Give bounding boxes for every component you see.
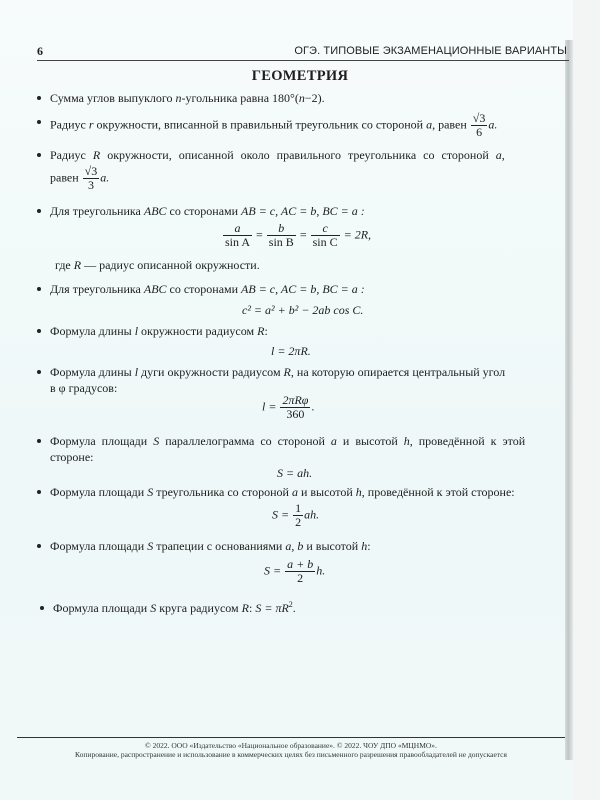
running-head: ОГЭ. ТИПОВЫЕ ЭКЗАМЕНАЦИОННЫЕ ВАРИАНТЫ — [294, 45, 567, 57]
bullet-icon — [37, 439, 41, 443]
bullet-icon — [37, 370, 41, 374]
bullet-icon — [37, 287, 41, 291]
list-item-law-of-sines: Для треугольника ABC со сторонами AB = c, AC = b, BC = a : — [37, 203, 557, 219]
arc-length-formula: l = $\frac{\text{2πRφ}}{360}$ . — [262, 393, 315, 421]
list-item-circle-area: Формула площади S круга радиусом R: $S = \pi R^2$. — [40, 600, 560, 616]
list-item-trapezoid-area: Формула площади S трапеции с основаниями a, b и высотой h: — [37, 538, 557, 554]
law-of-sines-formula: $\frac{a}{\text{sin A}}$ = $\frac{b}{\text{sin B}}$ = $\frac{c}{\text{sin C}}$ = 2R, — [225, 221, 372, 249]
bullet-icon — [37, 209, 41, 213]
trapezoid-area-formula: S = $\frac{a + b}{2}$ h. — [264, 557, 326, 585]
bullet-icon — [37, 329, 41, 333]
bullet-icon — [37, 490, 41, 494]
bullet-icon — [37, 96, 41, 100]
page-header — [37, 44, 569, 61]
bullet-icon — [37, 120, 41, 124]
list-item-triangle-area: Формула площади S треугольника со стороной a и высотой h, проведённой к этой стороне: — [37, 484, 557, 500]
law-of-cosines-formula: c² = a² + b² − 2ab cos C. — [242, 303, 364, 317]
circumference-formula: l = 2πR. — [271, 344, 311, 358]
list-item-inscribed-radius: Радиус r окружности, вписанной в правильный треугольник со стороной a, равен $\frac{√3}{6}$ a. — [37, 112, 557, 139]
section-title: ГЕОМЕТРИЯ — [251, 68, 349, 84]
page-binding-edge — [565, 40, 573, 760]
circumradius-note: где R — радиус описанной окружности. — [55, 258, 260, 272]
fraction: $\frac{√3}{6}$ — [472, 111, 486, 139]
list-item-arc-length: Формула длины l дуги окружности радиусом R, на которую опирается центральный угол в φ градусов: — [37, 364, 557, 396]
footer-rule — [17, 737, 565, 738]
triangle-area-formula: S = $\frac{1}{2}$ ah. — [272, 501, 320, 529]
list-item-law-of-cosines: Для треугольника ABC со сторонами AB = c, AC = b, BC = a : — [37, 281, 557, 297]
list-item-circumscribed-radius: Радиус R окружности, описанной около правильного треугольника со стороной a, равен $\frac{√3}{3}$ a. — [37, 147, 557, 192]
page-number: 6 — [37, 44, 43, 58]
fraction: $\frac{√3}{3}$ — [84, 164, 98, 192]
list-item-parallelogram-area: Формула площади S параллелограмма со стороной a и высотой h, проведённой к этой стороне: — [37, 433, 557, 465]
page-margin-strip — [573, 0, 600, 800]
bullet-icon — [40, 606, 44, 610]
footer-rights-notice: Копирование, распространение и использование в коммерческих целях без письменного разрешения правообладателей не допускается — [75, 750, 507, 759]
footer-copyright: © 2022. ООО «Издательство «Национальное образование». © 2022. ЧОУ ДПО «МЦНМО». — [145, 741, 437, 750]
list-item-circumference: Формула длины l окружности радиусом R: — [37, 323, 557, 339]
parallelogram-area-formula: S = ah. — [277, 466, 313, 480]
bullet-icon — [37, 153, 41, 157]
bullet-icon — [37, 544, 41, 548]
list-item-polygon-angle-sum: Сумма углов выпуклого n-угольника равна 180°(n−2). — [37, 90, 557, 106]
